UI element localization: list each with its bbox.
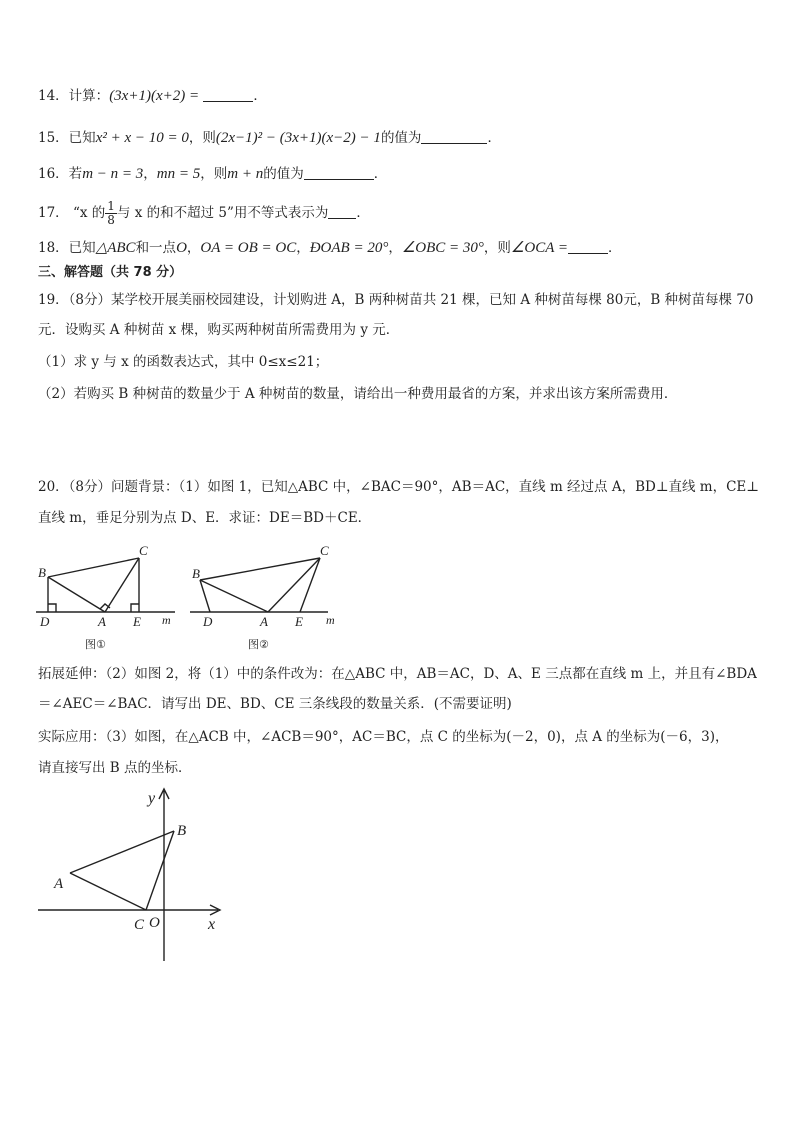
- question-16: 16．若m − n = 3，mn = 5，则m + n的值为 ．: [38, 166, 388, 182]
- fig1-label-E: E: [133, 614, 141, 629]
- question-20-line2: 直线 m，垂足分别为点 D、E．求证：DE＝BD＋CE．: [38, 510, 372, 526]
- fig2-label-D: D: [203, 614, 213, 629]
- fig1-caption: 图①: [85, 638, 106, 651]
- question-17: 17． “x 的 $\frac{1}{8}$ 与 x 的和不超过 5”用不等式表示为 ．: [38, 199, 370, 227]
- fig2-label-B: B: [192, 566, 200, 581]
- fig1-label-C: C: [139, 543, 148, 558]
- fig2-label-C: C: [320, 543, 329, 558]
- figure-3-coordinate: [30, 785, 240, 965]
- segment-AC: [70, 873, 146, 910]
- figure-1: [36, 558, 175, 612]
- fig1-label-D: D: [40, 614, 50, 629]
- question-18: 18．已知△ABC和一点O，OA = OB = OC，ÐOAB = 20°，∠OBC = 30°，则∠OCA = ．: [38, 240, 622, 256]
- figure-1-and-2: [30, 540, 350, 655]
- question-20-extension-line2: ＝∠AEC＝∠BAC．请写出 DE、BD、CE 三条线段的数量关系．(不需要证明): [38, 696, 512, 712]
- question-20-application-line1: 实际应用：（3）如图，在△ACB 中，∠ACB＝90°，AC＝BC，点 C 的坐标为(－2，0)，点 A 的坐标为(－6，3)，: [38, 729, 729, 745]
- answer-blank[interactable]: [421, 129, 487, 144]
- answer-blank[interactable]: [203, 87, 253, 102]
- segment-AB: [70, 831, 174, 873]
- fig1-label-m: m: [162, 613, 171, 627]
- q14-expression: (3x+1)(x+2) =: [109, 88, 200, 104]
- fig1-label-A: A: [98, 614, 106, 629]
- section-heading: 三、解答题（共 78 分）: [38, 265, 183, 280]
- answer-blank[interactable]: [568, 239, 608, 254]
- fig3-label-B: B: [177, 823, 187, 839]
- fig3-label-x: x: [208, 916, 216, 933]
- question-14: 14．计算：(3x+1)(x+2) = ．: [38, 88, 267, 104]
- question-19-line2: 元．设购买 A 种树苗 x 棵，购买两种树苗所需费用为 y 元．: [38, 322, 400, 338]
- fig1-label-B: B: [38, 565, 46, 580]
- question-19-line1: 19．（8分）某学校开展美丽校园建设，计划购进 A，B 两种树苗共 21 棵，已知 A 种树苗每棵 80元，B 种树苗每棵 70: [38, 292, 754, 308]
- q15-expression: (2x−1)² − (3x+1)(x−2) − 1: [215, 130, 381, 146]
- question-20-extension-line1: 拓展延伸：（2）如图 2，将（1）中的条件改为：在△ABC 中，AB＝AC，D、A、E 三点都在直线 m 上，并且有∠BDA: [38, 666, 757, 682]
- figure-2: [190, 558, 328, 612]
- fig3-label-C: C: [134, 917, 145, 933]
- question-15: 15．已知x² + x − 10 = 0，则(2x−1)² − (3x+1)(x−2) − 1的值为 ．: [38, 130, 501, 146]
- fig3-label-y: y: [148, 790, 156, 807]
- question-20-line1: 20．（8分）问题背景：（1）如图 1，已知△ABC 中，∠BAC＝90°，AB＝AC，直线 m 经过点 A，BD⊥直线 m，CE⊥: [38, 479, 759, 495]
- q15-condition: x² + x − 10 = 0: [95, 130, 189, 146]
- fig3-label-O: O: [149, 915, 160, 931]
- fig3-label-A: A: [54, 876, 64, 892]
- fig2-label-E: E: [295, 614, 303, 629]
- segment-CB: [146, 831, 174, 910]
- fig2-label-m: m: [326, 613, 335, 627]
- question-19-part1: （1）求 y 与 x 的函数表达式，其中 0≤x≤21；: [38, 354, 329, 370]
- question-20-application-line2: 请直接写出 B 点的坐标．: [38, 760, 192, 776]
- fig2-caption: 图②: [248, 638, 269, 651]
- fraction: $\frac{1}{8}$: [107, 199, 115, 227]
- answer-blank[interactable]: [328, 204, 356, 219]
- fig2-label-A: A: [260, 614, 268, 629]
- answer-blank[interactable]: [304, 165, 374, 180]
- question-19-part2: （2）若购买 B 种树苗的数量少于 A 种树苗的数量，请给出一种费用最省的方案，并求出该方案所需费用．: [38, 386, 678, 402]
